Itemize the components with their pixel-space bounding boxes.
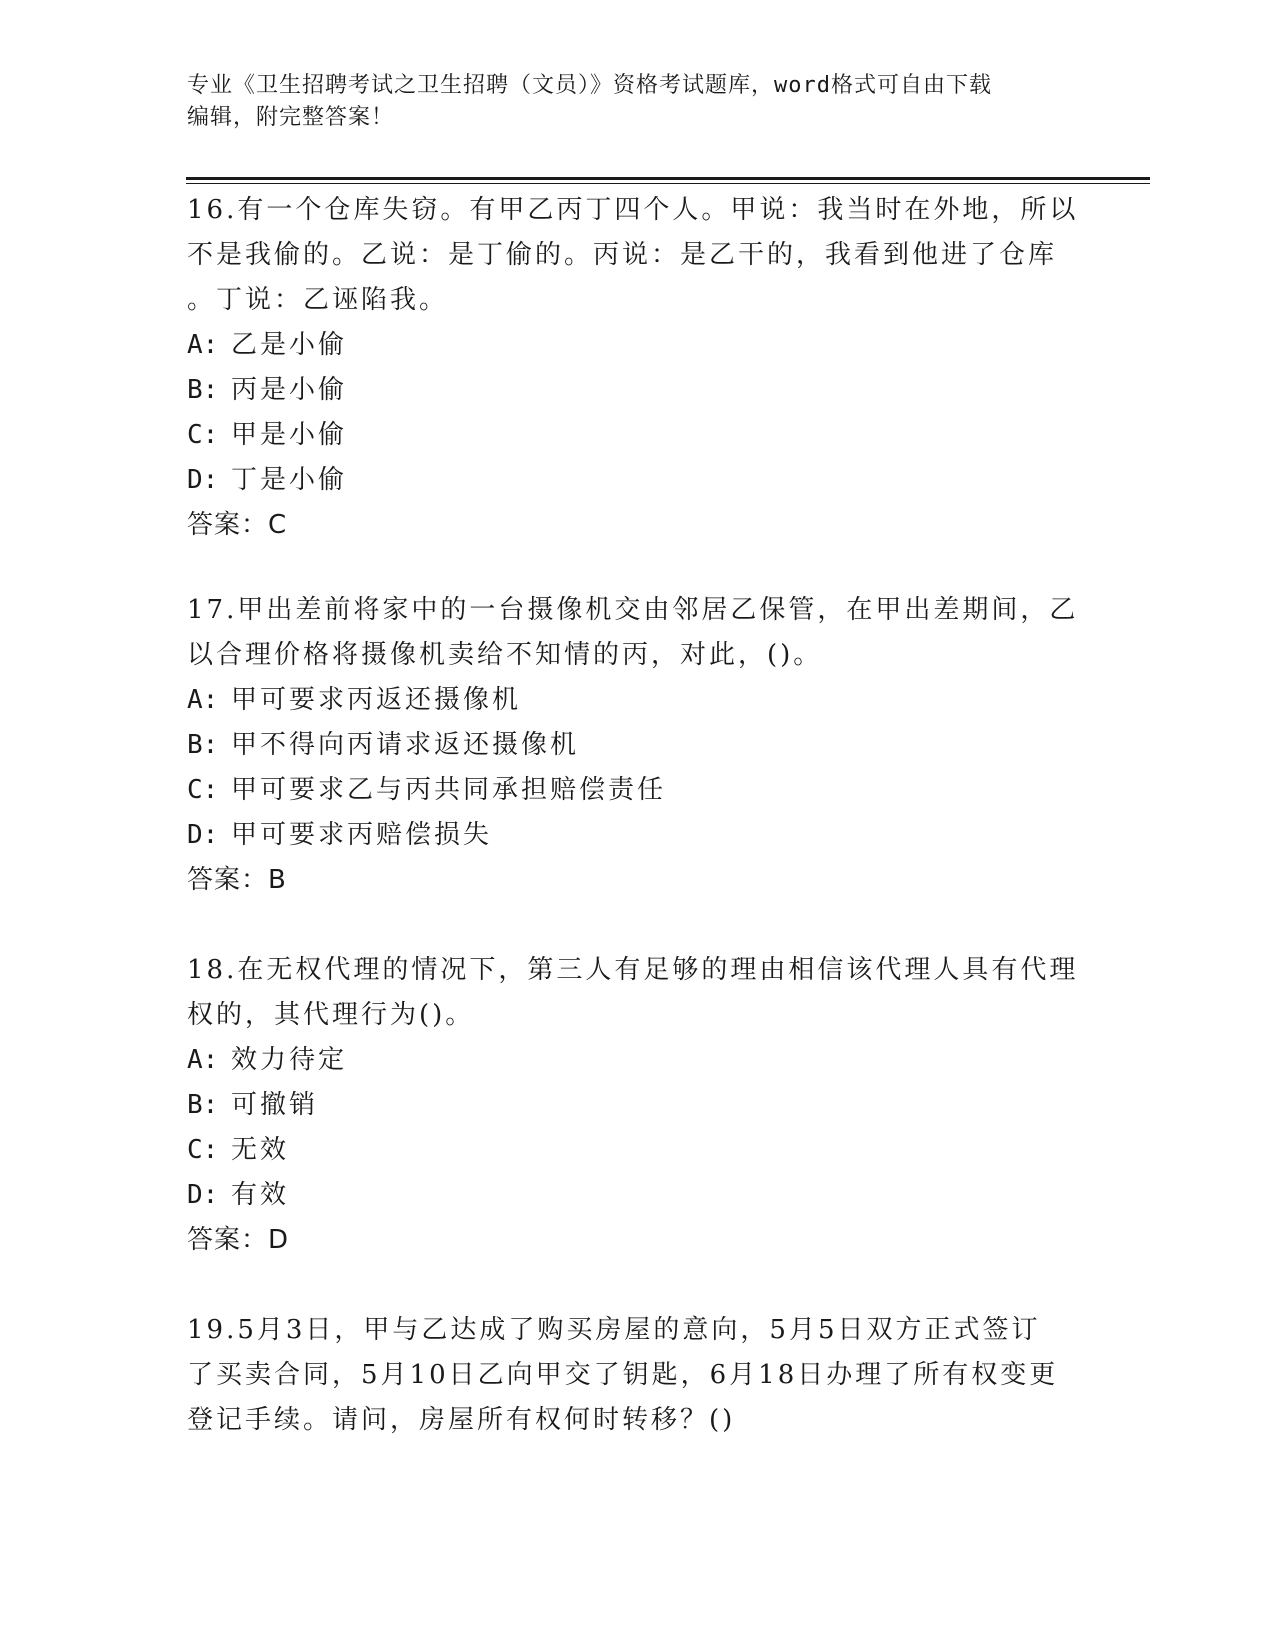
option-letter: B: [187, 730, 219, 760]
option-text: 甲可要求丙赔偿损失 [231, 820, 493, 850]
header-line-2: 编辑，附完整答案！ [187, 105, 395, 130]
option-text: 可撤销 [231, 1090, 319, 1120]
option-c [187, 413, 1087, 458]
option-letter: A: [187, 685, 219, 715]
question-stem-line: 17.甲出差前将家中的一台摄像机交由邻居乙保管，在甲出差期间，乙 [187, 595, 1079, 625]
option-b [187, 368, 1087, 413]
option-b [187, 1083, 1087, 1128]
question-17 [187, 588, 1087, 903]
question-18 [187, 948, 1087, 1263]
answer-line: 答案：B [187, 865, 287, 895]
option-d [187, 813, 1087, 858]
option-letter: A: [187, 1045, 219, 1075]
question-stem-line: 以合理价格将摄像机卖给不知情的丙，对此，()。 [187, 640, 823, 670]
header-line-1: 专业《卫生招聘考试之卫生招聘（文员）》资格考试题库，word格式可自由下载 [187, 73, 992, 98]
header-divider-thick [186, 177, 1150, 180]
option-letter: D: [187, 465, 219, 495]
option-letter: B: [187, 375, 219, 405]
option-d [187, 1173, 1087, 1218]
option-text: 甲可要求丙返还摄像机 [231, 685, 522, 715]
question-stem-line: 18.在无权代理的情况下，第三人有足够的理由相信该代理人具有代理 [187, 955, 1079, 985]
option-text: 甲可要求乙与丙共同承担赔偿责任 [231, 775, 667, 805]
option-c [187, 768, 1087, 813]
question-stem-line: 权的，其代理行为()。 [187, 1000, 475, 1030]
option-text: 丙是小偷 [231, 375, 348, 405]
option-letter: C: [187, 775, 219, 805]
option-a [187, 323, 1087, 368]
option-text: 甲是小偷 [231, 420, 348, 450]
option-letter: C: [187, 1135, 219, 1165]
option-a [187, 1038, 1087, 1083]
option-letter: C: [187, 420, 219, 450]
option-b [187, 723, 1087, 768]
option-text: 丁是小偷 [231, 465, 348, 495]
option-letter: D: [187, 1180, 219, 1210]
question-stem-line: 了买卖合同，5月10日乙向甲交了钥匙，6月18日办理了所有权变更 [187, 1360, 1059, 1390]
option-letter: B: [187, 1090, 219, 1120]
option-letter: A: [187, 330, 219, 360]
option-d [187, 458, 1087, 503]
question-stem-line: 19.5月3日，甲与乙达成了购买房屋的意向，5月5日双方正式签订 [187, 1315, 1041, 1345]
question-19 [187, 1308, 1087, 1443]
question-stem-line: 不是我偷的。乙说：是丁偷的。丙说：是乙干的，我看到他进了仓库 [187, 240, 1058, 270]
document-header [187, 70, 1067, 134]
option-c [187, 1128, 1087, 1173]
question-stem-line: 16.有一个仓库失窃。有甲乙丙丁四个人。甲说：我当时在外地，所以 [187, 195, 1079, 225]
answer-line: 答案：D [187, 1225, 290, 1255]
option-text: 有效 [231, 1180, 290, 1210]
option-letter: D: [187, 820, 219, 850]
question-16 [187, 188, 1087, 548]
question-stem-line: 。丁说：乙诬陷我。 [187, 285, 449, 315]
option-text: 无效 [231, 1135, 290, 1165]
option-text: 甲不得向丙请求返还摄像机 [231, 730, 580, 760]
option-a [187, 678, 1087, 723]
answer-line: 答案：C [187, 510, 288, 540]
question-stem-line: 登记手续。请问，房屋所有权何时转移？() [187, 1405, 736, 1435]
option-text: 乙是小偷 [231, 330, 348, 360]
option-text: 效力待定 [231, 1045, 348, 1075]
header-divider-thin [186, 183, 1150, 184]
